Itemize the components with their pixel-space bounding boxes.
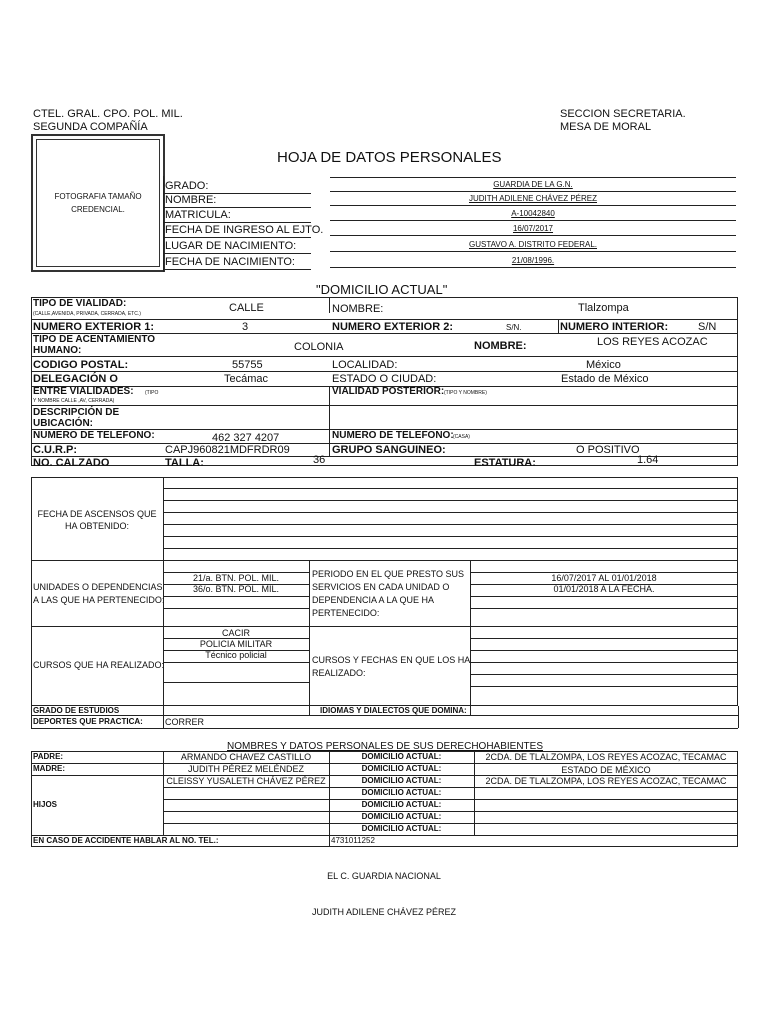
periodo-label-2: SERVICIOS EN CADA UNIDAD O: [312, 582, 450, 592]
photo-caption-1: FOTOGRAFIA TAMAÑO: [54, 192, 142, 201]
fecha-nacimiento-value: 21/08/1996.: [511, 256, 555, 265]
delegacion-value: Tecámac: [224, 373, 269, 385]
hijo-1-dom-label: DOMICILIO ACTUAL:: [361, 776, 442, 785]
num-int-value: S/N: [698, 321, 717, 333]
curp-label: C.U.R.P:: [33, 444, 77, 456]
padre-dom-value: 2CDA. DE TLALZOMPA, LOS REYES ACOZAC, TECAMAC: [485, 752, 727, 762]
hijos-label: HIJOS: [33, 800, 58, 809]
entre-vialidades-hint-2: Y NOMBRE CALLE ,AV, CERRADA): [33, 398, 115, 404]
fecha-nacimiento-label: FECHA DE NACIMIENTO:: [165, 256, 295, 268]
idiomas-label: IDIOMAS Y DIALECTOS QUE DOMINA:: [320, 706, 467, 715]
vialidad-posterior-label: VIALIDAD POSTERIOR:: [332, 386, 445, 397]
ascensos-label-2: HA OBTENIDO:: [64, 521, 129, 531]
telefono-value: 462 327 4207: [212, 432, 280, 444]
nombre-value: JUDITH ADILENE CHÁVEZ PÉREZ: [468, 194, 598, 203]
domicilio-nombre-value: Tlalzompa: [578, 302, 629, 314]
grado-estudios-label: GRADO DE ESTUDIOS: [33, 706, 120, 715]
accidente-label: EN CASO DE ACCIDENTE HABLAR AL NO. TEL.:: [33, 836, 219, 845]
grado-value: GUARDIA DE LA G.N.: [493, 180, 573, 189]
nombre-label: NOMBRE:: [165, 194, 217, 206]
talla-value: 36: [313, 454, 326, 466]
accidente-value: 4731011252: [331, 836, 375, 845]
tipo-vialidad-value: CALLE: [229, 302, 264, 314]
unidades-label-2: A LAS QUE HA PERTENECIDO:: [33, 595, 165, 605]
curso-2: POLICIA MILITAR: [199, 639, 273, 649]
estatura-label: ESTATURA:: [474, 457, 536, 469]
madre-dom-label: DOMICILIO ACTUAL:: [361, 764, 442, 773]
lugar-nacimiento-label: LUGAR DE NACIMIENTO:: [165, 240, 297, 252]
descripcion-label-1: DESCRIPCIÓN DE: [33, 407, 120, 418]
unidad-1: 21/a. BTN. POL. MIL.: [192, 573, 280, 583]
entre-vialidades-label: ENTRE VIALIDADES:: [33, 386, 134, 397]
deportes-value: CORRER: [165, 717, 205, 727]
localidad-label: LOCALIDAD:: [332, 359, 398, 371]
photo-frame: [31, 134, 165, 272]
num-ext2-value: S/N.: [506, 323, 522, 332]
asent-nombre-label: NOMBRE:: [474, 340, 527, 352]
estado-value: Estado de México: [561, 373, 649, 385]
estado-label: ESTADO O CIUDAD:: [332, 373, 437, 385]
num-ext2-label: NUMERO EXTERIOR 2:: [332, 321, 454, 333]
ascensos-label-1: FECHA DE ASCENSOS QUE: [37, 509, 157, 519]
delegacion-label: DELEGACIÓN O: [33, 373, 118, 385]
grado-label: GRADO:: [165, 180, 209, 192]
unit-name: CTEL. GRAL. CPO. POL. MIL.: [33, 108, 183, 120]
section-name: SECCION SECRETARIA.: [560, 108, 686, 120]
cursos-fechas-label-2: REALIZADO:: [312, 668, 366, 678]
matricula-value: A-10042840: [511, 209, 555, 218]
domicilio-title: "DOMICILIO ACTUAL": [316, 282, 448, 297]
firma-titulo: EL C. GUARDIA NACIONAL: [327, 871, 441, 881]
lugar-nacimiento-value: GUSTAVO A. DISTRITO FEDERAL.: [468, 240, 598, 249]
tipo-vialidad-hint: (CALLE,AVENIDA, PRIVADA, CERRADA, ETC.): [33, 311, 141, 317]
periodo-1: 16/07/2017 AL 01/01/2018: [551, 573, 657, 583]
periodo-label-4: PERTENECIDO:: [312, 608, 380, 618]
cp-value: 55755: [232, 359, 263, 371]
hijo-1-dom-value: 2CDA. DE TLALZOMPA, LOS REYES ACOZAC, TECAMAC: [485, 776, 727, 786]
unidad-2: 36/o. BTN. POL. MIL.: [192, 584, 280, 594]
curso-3: Técnico policial: [205, 650, 267, 660]
curso-1: CACIR: [221, 628, 250, 638]
padre-label: PADRE:: [33, 752, 64, 761]
company-name: SEGUNDA COMPAÑÍA: [33, 121, 148, 133]
padre-value: ARMANDO CHAVEZ CASTILLO: [180, 752, 312, 762]
periodo-2: 01/01/2018 A LA FECHA.: [553, 584, 655, 594]
madre-label: MADRE:: [33, 764, 65, 773]
domicilio-nombre-label: NOMBRE:: [332, 303, 384, 315]
unidades-label-1: UNIDADES O DEPENDENCIAS: [33, 582, 163, 592]
calzado-label: NO. CALZADO: [33, 457, 110, 469]
localidad-value: México: [586, 359, 621, 371]
periodo-label-1: PERIODO EN EL QUE PRESTO SUS: [312, 569, 465, 579]
descripcion-label-2: UBICACIÓN:: [33, 418, 93, 429]
asent-nombre-value: LOS REYES ACOZAC: [597, 336, 708, 348]
telefono-casa-hint: (CASA): [453, 434, 470, 440]
hijo-2-dom-label: DOMICILIO ACTUAL:: [361, 788, 442, 797]
hijo-5-dom-label: DOMICILIO ACTUAL:: [361, 824, 442, 833]
periodo-label-3: DEPENDENCIA A LA QUE HA: [312, 595, 435, 605]
telefono-casa-label: NUMERO DE TELEFONO:: [332, 430, 454, 441]
estatura-value: 1.64: [637, 454, 659, 466]
tipo-asent-label-1: TIPO DE ACENTAMIENTO: [33, 334, 156, 345]
talla-label: TALLA:: [165, 457, 204, 469]
madre-dom-value: ESTADO DE MÉXICO: [561, 765, 651, 775]
entre-vialidades-hint-1: (TIPO: [145, 390, 159, 396]
tipo-asent-label-2: HUMANO:: [33, 345, 82, 356]
familia-title: NOMBRES Y DATOS PERSONALES DE SUS DERECHOHABIENTES: [227, 741, 544, 752]
telefono-label: NUMERO DE TELEFONO:: [33, 430, 155, 441]
hijo-4-dom-label: DOMICILIO ACTUAL:: [361, 812, 442, 821]
matricula-label: MATRICULA:: [165, 209, 231, 221]
madre-value: JUDITH PÉREZ MELÉNDEZ: [187, 764, 304, 774]
firma-nombre: JUDITH ADILENE CHÁVEZ PÉREZ: [311, 907, 457, 917]
page-title: HOJA DE DATOS PERSONALES: [277, 149, 502, 166]
hijo-1-value: CLEISSY YUSALETH CHÁVEZ PÉREZ: [166, 776, 326, 786]
num-ext1-label: NUMERO EXTERIOR 1:: [33, 321, 155, 333]
photo-caption-2: CREDENCIAL.: [71, 205, 125, 214]
deportes-label: DEPORTES QUE PRACTICA:: [33, 717, 143, 726]
num-ext1-value: 3: [242, 321, 249, 333]
vialidad-posterior-hint: (TIPO Y NOMBRE): [444, 390, 487, 396]
grupo-sanguineo-label: GRUPO SANGUINEO:: [332, 444, 446, 456]
curp-value: CAPJ960821MDFRDR09: [165, 444, 290, 456]
cp-label: CODIGO POSTAL:: [33, 359, 129, 371]
tipo-vialidad-label: TIPO DE VIALIDAD:: [33, 298, 127, 309]
tipo-asent-value: COLONIA: [294, 341, 344, 353]
desk-name: MESA DE MORAL: [560, 121, 652, 133]
cursos-label: CURSOS QUE HA REALIZADO:: [33, 660, 165, 670]
fecha-ingreso-value: 16/07/2017: [512, 224, 554, 233]
fecha-ingreso-label: FECHA DE INGRESO AL EJTO.: [165, 224, 324, 236]
hijo-3-dom-label: DOMICILIO ACTUAL:: [361, 800, 442, 809]
num-int-label: NUMERO INTERIOR:: [560, 321, 669, 333]
cursos-fechas-label-1: CURSOS Y FECHAS EN QUE LOS HA: [312, 655, 471, 665]
grupo-sanguineo-value: O POSITIVO: [576, 444, 640, 456]
padre-dom-label: DOMICILIO ACTUAL:: [361, 752, 442, 761]
